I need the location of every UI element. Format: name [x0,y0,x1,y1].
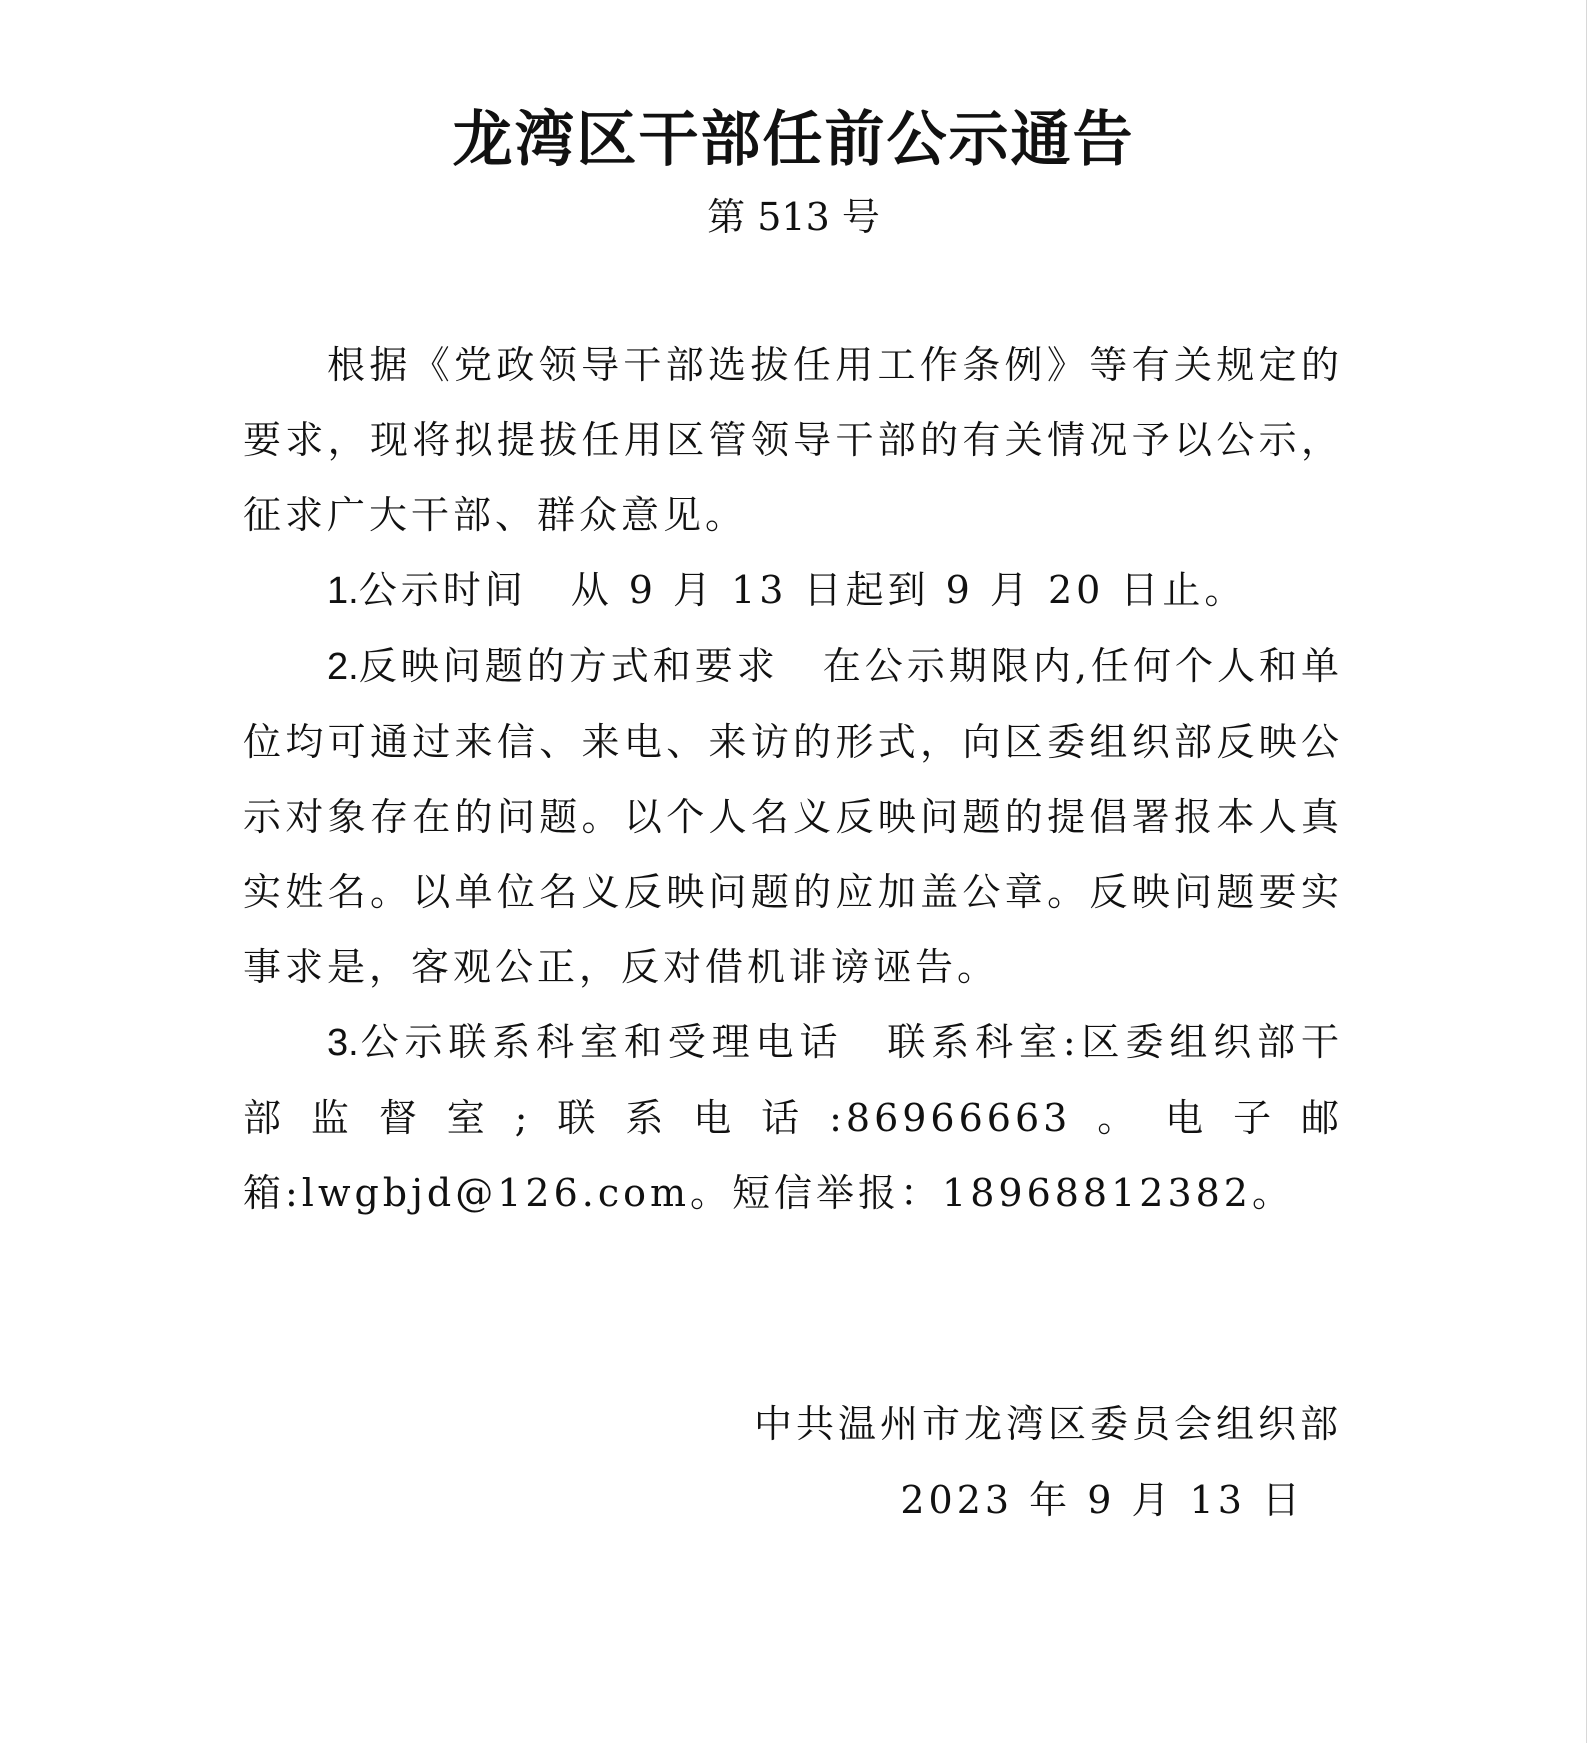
intro-paragraph: 根据《党政领导干部选拔任用工作条例》等有关规定的要求，现将拟提拔任用区管领导干部的有关情况予以公示，征求广大干部、群众意见。 [243,343,1343,537]
item-text: 从 9 月 13 日起到 9 月 20 日止。 [570,568,1247,612]
issuing-organization: 中共温州市龙湾区委员会组织部 [753,1402,1342,1446]
item-text: 联系科室:区委组织部干部监督室;联系电话:86966663。电子邮箱:lwgbjd@126.com。短信举报：18968812382。 [243,1020,1343,1215]
item-paragraph-2 [243,629,1343,1005]
item-paragraph-1 [243,553,1343,629]
item-heading: 公示时间 [358,568,527,612]
document-title: 龙湾区干部任前公示通告 [452,105,1135,175]
document-body [243,328,1343,1231]
signature-block [700,1386,1342,1538]
item-paragraph-3 [243,1005,1343,1231]
document-number: 第 513 号 [707,195,880,239]
item-number: 2. [327,646,359,688]
item-text: 在公示期限内,任何个人和单位均可通过来信、来电、来访的形式，向区委组织部反映公示对象存在的问题。以个人名义反映问题的提倡署报本人真实姓名。以单位名义反映问题的应加盖公章。反映问题要实事求是，客观公正，反对借机诽谤诬告。 [243,644,1343,989]
item-number: 1. [327,570,359,612]
item-heading: 反映问题的方式和要求 [358,644,779,688]
issue-date: 2023 年 9 月 13 日 [900,1478,1304,1522]
item-number: 3. [327,1022,359,1064]
item-heading: 公示联系科室和受理电话 [358,1020,844,1064]
